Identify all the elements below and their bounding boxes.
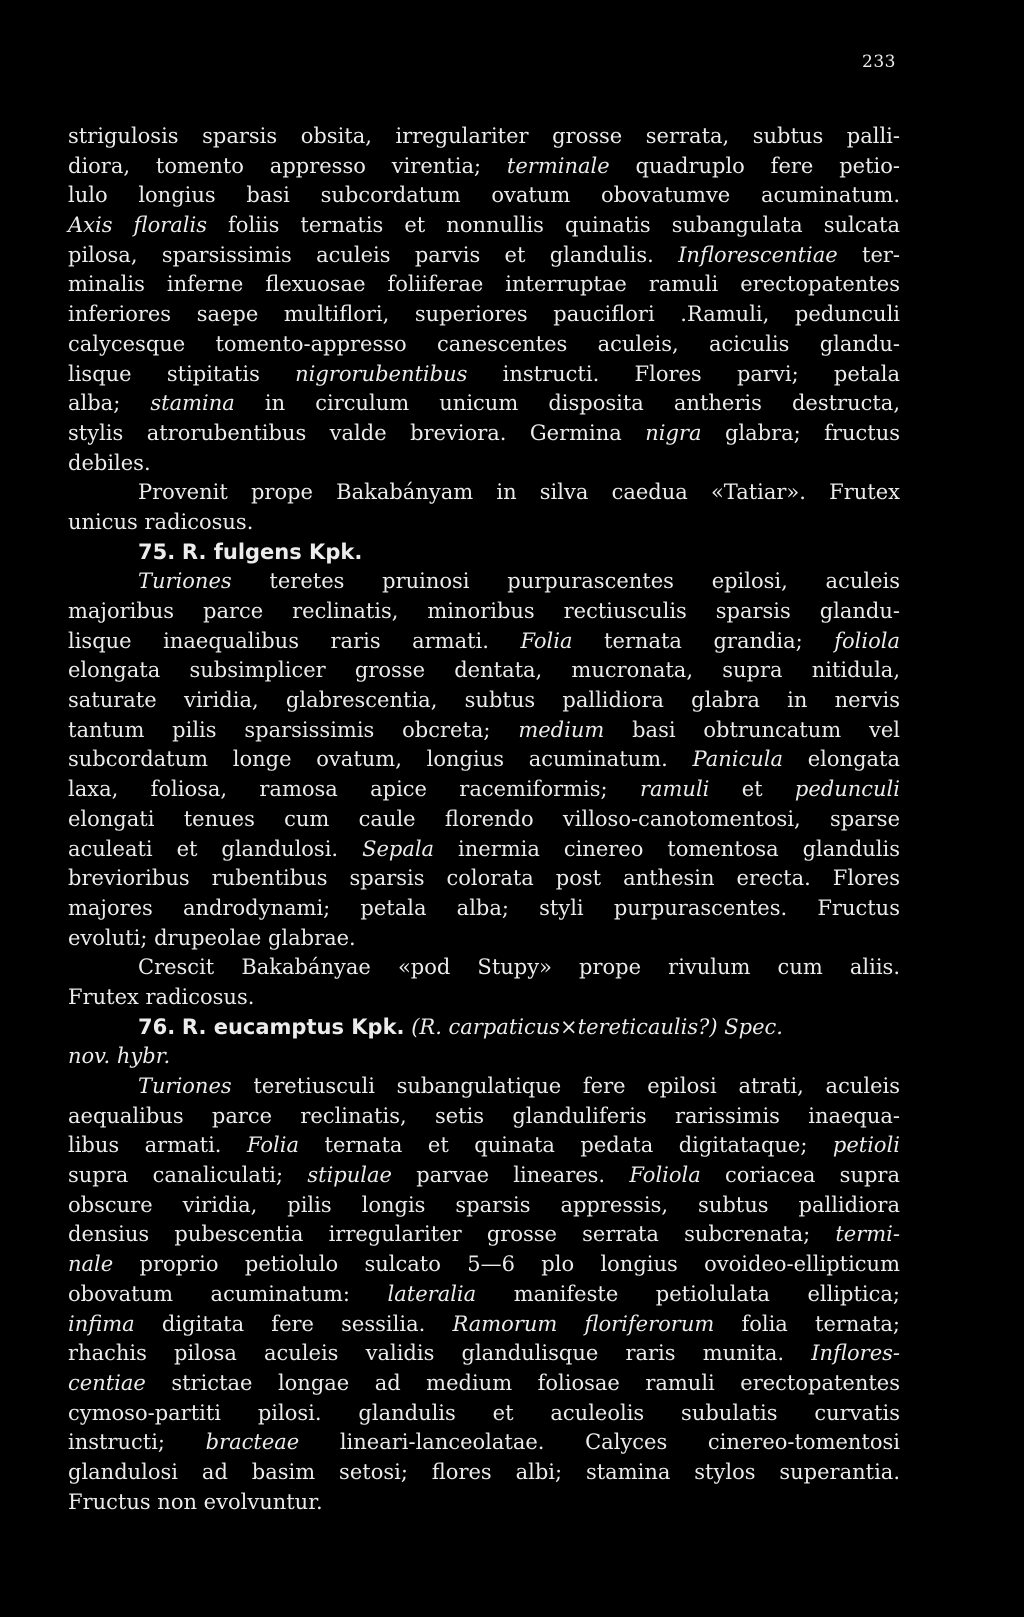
italic-term: terminale [506, 153, 610, 178]
text-run: stylis atrorubentibus valde breviora. Germina [68, 420, 646, 445]
italic-term: Panicula [692, 747, 783, 772]
text-run: inermia cinereo tomentosa glandulis [434, 836, 900, 861]
text-run: majoribus parce reclinatis, minoribus rectiusculis sparsis glandu- [68, 599, 900, 623]
italic-term: stamina [150, 391, 235, 416]
text-run: saturate viridia, glabrescentia, subtus pallidiora glabra in nervis [68, 688, 900, 713]
italic-term: Inflores- [811, 1341, 900, 1366]
text-line [68, 1369, 900, 1399]
species-heading [68, 538, 900, 568]
text-line [68, 1280, 900, 1310]
species-number: 76. [138, 1014, 176, 1039]
text-run: elongata [783, 747, 900, 772]
text-run: obscure viridia, pilis longis sparsis appressis, subtus pallidiora [68, 1192, 900, 1217]
text-run: lulo longius basi subcordatum ovatum obovatumve acuminatum. [68, 183, 900, 208]
text-run: instructi. Flores parvi; petala [467, 361, 900, 386]
italic-term: stipulae [307, 1163, 392, 1188]
italic-term: pedunculi [794, 777, 900, 802]
text-run: foliis ternatis et nonnullis quinatis subangulata sulcata [206, 213, 900, 238]
italic-term: Sepala [362, 836, 435, 861]
text-line [68, 1161, 900, 1191]
text-column [68, 122, 900, 1517]
text-run: brevioribus rubentibus sparsis colorata post anthesin erecta. Flores [68, 866, 900, 891]
text-run: glabra; fructus [701, 420, 900, 445]
text-run: lineari-lanceolatae. Calyces cinereo-tomentosi [299, 1430, 901, 1455]
text-run: densius pubescentia irregulariter grosse serrata subcrenata; [68, 1222, 836, 1247]
italic-term: foliola [834, 628, 900, 653]
text-line [68, 686, 900, 716]
text-run: teretes pruinosi purpurascentes epilosi, aculeis [231, 569, 900, 594]
italic-term: termi- [835, 1222, 900, 1247]
text-run: inferiores saepe multiflori, superiores pauciflori .Ramuli, pedunculi [68, 302, 900, 327]
text-line [68, 745, 900, 775]
text-line [68, 419, 900, 449]
text-run: strictae longae ad medium foliosae ramuli erectopatentes [145, 1370, 900, 1395]
italic-term: nigra [645, 420, 702, 445]
text-run: quadruplo fere petio- [609, 153, 900, 178]
text-line [68, 211, 900, 241]
text-line [68, 478, 900, 508]
text-line [68, 894, 900, 924]
text-run: subcordatum longe ovatum, longius acuminatum. [68, 747, 693, 772]
hybrid-note: nov. hybr. [68, 1044, 171, 1069]
text-run: rhachis pilosa aculeis validis glandulisque raris munita. [68, 1341, 812, 1366]
text-run: ternata et quinata pedata digitataque; [299, 1133, 833, 1158]
italic-term: Turiones [138, 1074, 232, 1098]
text-line [68, 1458, 900, 1488]
text-line [68, 953, 900, 983]
text-line [68, 1488, 900, 1518]
hybrid-formula: (R. carpaticus×tereticaulis?) Spec. [404, 1014, 783, 1039]
species-heading [68, 1013, 900, 1043]
text-run: tantum pilis sparsissimis obcreta; [68, 717, 519, 742]
text-run: pilosa, sparsissimis aculeis parvis et glandulis. [68, 242, 679, 267]
text-run: proprio petiolulo sulcato 5—6 plo longius ovoideo-ellipticum [113, 1252, 900, 1277]
text-line [68, 181, 900, 211]
text-line [68, 775, 900, 805]
italic-term: medium [518, 717, 605, 742]
text-run: majores androdynami; petala alba; styli purpurascentes. Fructus [68, 895, 900, 920]
italic-term: lateralia [387, 1281, 477, 1306]
text-line [68, 805, 900, 835]
text-run: supra canaliculati; [68, 1163, 308, 1188]
text-line [68, 597, 900, 627]
text-line [68, 241, 900, 271]
text-run: lisque inaequalibus raris armati. [68, 628, 521, 653]
italic-term: bracteae [205, 1430, 300, 1455]
text-line [68, 1310, 900, 1340]
text-line [68, 716, 900, 746]
text-line [68, 152, 900, 182]
text-line [68, 1072, 900, 1102]
italic-term: nale [68, 1252, 114, 1277]
text-line [68, 1399, 900, 1429]
species-number: 75. [138, 539, 176, 564]
text-run: Provenit prope Bakabányam in silva caedua «Tatiar». Frutex [138, 480, 900, 505]
text-run: Crescit Bakabányae «pod Stupy» prope rivulum cum aliis. [138, 955, 900, 980]
text-run: alba; [68, 391, 151, 416]
text-run: strigulosis sparsis obsita, irregulariter grosse serrata, subtus palli- [68, 124, 900, 148]
text-run: teretiusculi subangulatique fere epilosi atrati, aculeis [231, 1074, 900, 1098]
text-run: ternata grandia; [572, 628, 835, 653]
text-line [68, 300, 900, 330]
italic-term: infima [68, 1311, 135, 1336]
species-name: R. fulgens Kpk. [181, 539, 363, 564]
text-line [68, 567, 900, 597]
italic-term: Folia [246, 1133, 300, 1158]
text-run: et [709, 777, 795, 802]
italic-term: Folia [520, 628, 573, 653]
text-line [68, 1428, 900, 1458]
text-run: cymoso-partiti pilosi. glandulis et aculeolis subulatis curvatis [68, 1400, 900, 1425]
italic-term: Foliola [629, 1163, 701, 1188]
text-run: Frutex radicosus. [68, 984, 255, 1009]
text-run: libus armati. [68, 1133, 247, 1158]
text-line [68, 1191, 900, 1221]
text-run: unicus radicosus. [68, 509, 254, 534]
text-line [68, 1339, 900, 1369]
page-number: 233 [862, 52, 896, 72]
text-line [68, 270, 900, 300]
text-line [68, 983, 900, 1013]
text-run: parvae lineares. [391, 1163, 630, 1188]
italic-term: petioli [832, 1133, 901, 1158]
text-run: laxa, foliosa, ramosa apice racemiformis; [68, 777, 640, 802]
text-line [68, 1131, 900, 1161]
text-run: instructi; [68, 1430, 206, 1455]
text-run: in circulum unicum disposita antheris destructa, [234, 391, 901, 416]
species-name: R. eucamptus Kpk. [181, 1014, 405, 1039]
text-run: debiles. [68, 450, 151, 475]
text-run: basi obtruncatum vel [604, 717, 900, 742]
text-line [68, 656, 900, 686]
text-line [68, 1250, 900, 1280]
text-run: manifeste petiolulata elliptica; [476, 1281, 900, 1306]
text-run: elongata subsimplicer grosse dentata, mucronata, supra nitidula, [68, 658, 900, 683]
text-line [68, 835, 900, 865]
text-line [68, 122, 900, 152]
text-line [68, 1102, 900, 1132]
italic-term: ramuli [639, 777, 710, 802]
text-line [68, 627, 900, 657]
text-line [68, 449, 900, 479]
text-line [68, 924, 900, 954]
text-run: evoluti; drupeolae glabrae. [68, 925, 356, 950]
italic-term: Axis floralis [68, 213, 207, 238]
text-line [68, 389, 900, 419]
text-run: Fructus non evolvuntur. [68, 1489, 323, 1514]
text-run: obovatum acuminatum: [68, 1281, 388, 1306]
italic-term: Turiones [138, 569, 232, 594]
italic-term: centiae [68, 1370, 146, 1395]
text-run: coriacea supra [700, 1163, 900, 1188]
text-line [68, 330, 900, 360]
italic-term: Inflorescentiae [678, 242, 838, 267]
text-line [68, 360, 900, 390]
text-line [68, 1042, 900, 1072]
text-line [68, 508, 900, 538]
text-run: elongati tenues cum caule florendo villoso-canotomentosi, sparse [68, 806, 900, 831]
text-run: ter- [837, 242, 900, 267]
italic-term: nigrorubentibus [295, 361, 468, 386]
text-run: folia ternata; [714, 1311, 900, 1336]
text-line [68, 1220, 900, 1250]
text-run: glandulosi ad basim setosi; flores albi; stamina stylos superantia. [68, 1459, 900, 1484]
text-run: diora, tomento appresso virentia; [68, 153, 507, 178]
text-run: digitata fere sessilia. [134, 1311, 453, 1336]
text-run: aequalibus parce reclinatis, setis glanduliferis rarissimis inaequa- [68, 1103, 900, 1128]
text-run: aculeati et glandulosi. [68, 836, 363, 861]
text-run: lisque stipitatis [68, 361, 296, 386]
italic-term: Ramorum floriferorum [452, 1311, 715, 1336]
text-run: calycesque tomento-appresso canescentes aculeis, aciculis glandu- [68, 331, 900, 356]
text-line [68, 864, 900, 894]
text-run: minalis inferne flexuosae foliiferae interruptae ramuli erectopatentes [68, 272, 900, 297]
